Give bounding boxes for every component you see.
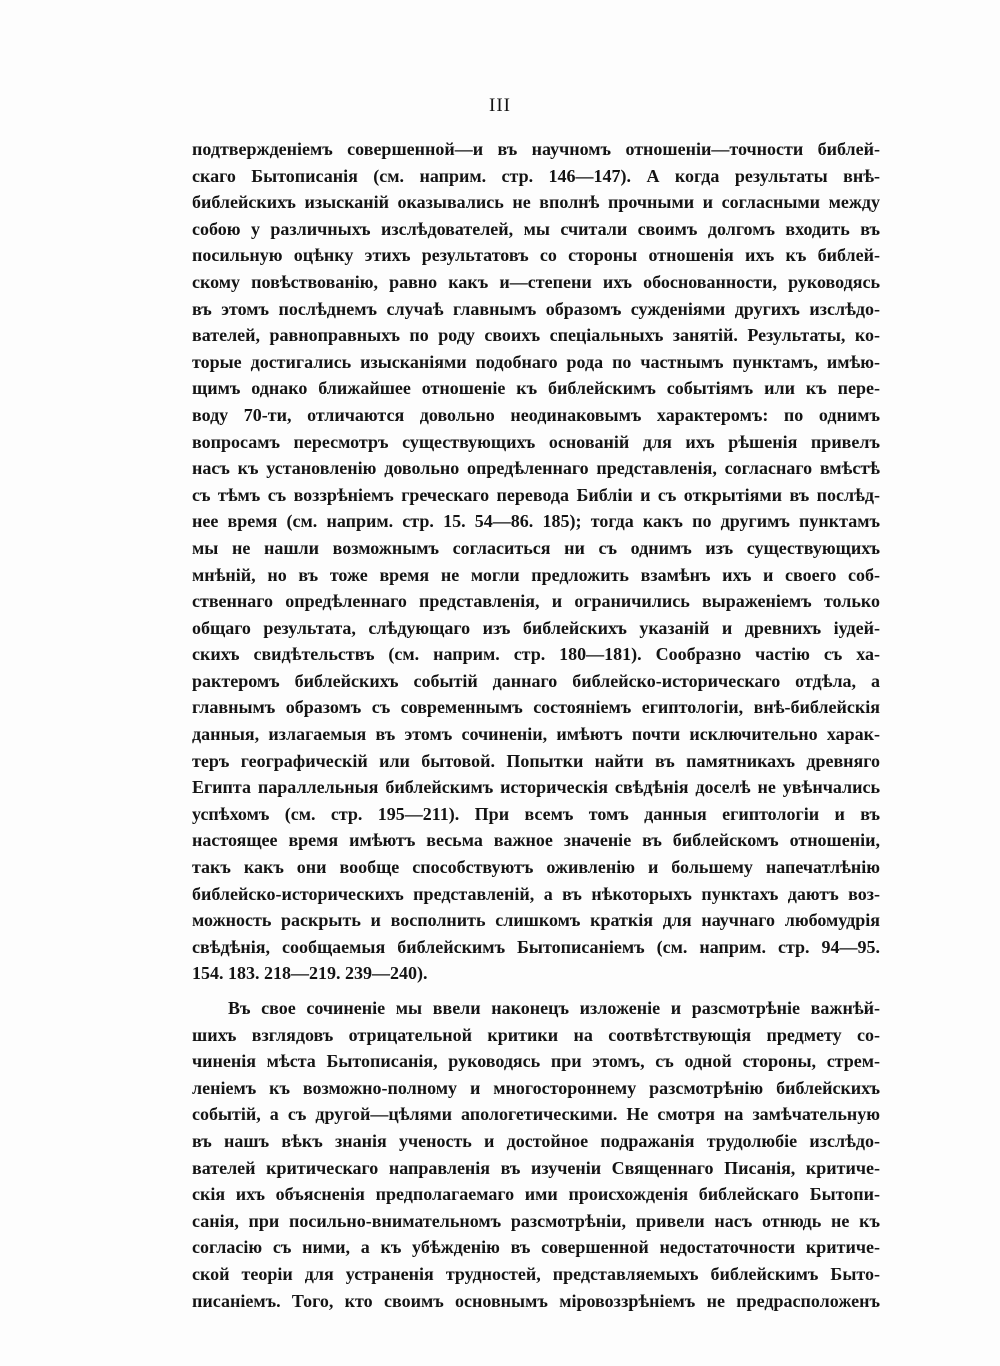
text-line: скаго Бытописанія (см. наприм. стр. 146—147). А когда результаты внѣ- <box>192 165 880 186</box>
text-line: главнымъ образомъ съ современнымъ состояніемъ египтологіи, внѣ-библейскія <box>192 697 880 718</box>
text-line: Въ свое сочиненіе мы ввели наконецъ изложеніе и разсмотрѣніе важнѣй- <box>228 998 880 1018</box>
text-line: щимъ однако ближайшее отношеніе къ библейскимъ событіямъ или къ пере- <box>192 378 880 399</box>
text-line: леніемъ къ возможно-полному и многостороннему разсмотрѣнію библейскихъ <box>192 1077 880 1098</box>
body-text <box>192 136 880 1314</box>
text-line: скому повѣствованію, равно какъ и—степени ихъ обоснованности, руководясь <box>192 271 880 292</box>
text-line: согласію съ ними, а къ убѣжденію въ совершенной недостаточности критиче- <box>192 1237 880 1258</box>
text-line: вателей, равноправныхъ по роду своихъ спеціальныхъ занятій. Результаты, ко- <box>192 325 880 346</box>
text-line: вопросамъ пересмотръ существующихъ основаній для ихъ рѣшенія привелъ <box>192 431 880 452</box>
text-line: посильную оцѣнку этихъ результатовъ со стороны отношенія ихъ къ библей- <box>192 245 880 266</box>
text-line: мнѣній, но въ тоже время не могли предложить взамѣнъ ихъ и своего соб- <box>192 564 880 585</box>
text-line: библейскихъ изысканій оказывались не вполнѣ прочными и согласными между <box>192 192 880 213</box>
text-line: можность раскрыть и восполнить слишкомъ краткія для научнаго любомудрія <box>192 910 880 931</box>
text-line: вателей критическаго направленія въ изученіи Священнаго Писанія, критиче- <box>192 1157 880 1178</box>
paragraph-1 <box>192 136 880 987</box>
text-line: общаго результата, слѣдующаго изъ библейскихъ указаній и древнихъ іудей- <box>192 617 880 638</box>
text-line: въ этомъ послѣднемъ случаѣ главнымъ образомъ сужденіями другихъ изслѣдо- <box>192 298 880 319</box>
text-line: успѣхомъ (см. стр. 195—211). При всемъ томъ данныя египтологіи и въ <box>192 803 880 824</box>
text-line: Египта параллельныя библейскимъ историческія свѣдѣнія доселѣ не увѣнчались <box>192 777 880 798</box>
text-line: событій, а съ другой—цѣлями апологетическими. Не смотря на замѣчательную <box>192 1104 880 1125</box>
paragraph-gap <box>192 987 880 995</box>
text-line: ской теоріи для устраненія трудностей, представляемыхъ библейскимъ Быто- <box>192 1263 880 1284</box>
text-line: нее время (см. наприм. стр. 15. 54—86. 185); тогда какъ по другимъ пунктамъ <box>192 511 880 532</box>
text-line: санія, при посильно-внимательномъ разсмотрѣніи, привели насъ отнюдь не къ <box>192 1210 880 1231</box>
text-line: чиненія мѣста Бытописанія, руководясь при этомъ, съ одной стороны, стрем- <box>192 1051 880 1072</box>
text-line: насъ къ установленію довольно опредѣленнаго представленія, согласнаго вмѣстѣ <box>192 458 880 479</box>
text-line: собою у различныхъ изслѣдователей, мы считали своимъ долгомъ входить въ <box>192 218 880 239</box>
text-line: съ тѣмъ съ воззрѣніемъ греческаго перевода Библіи и съ открытіями въ послѣд- <box>192 484 880 505</box>
paragraph-2 <box>192 995 880 1314</box>
text-line: свѣдѣнія, сообщаемыя библейскимъ Бытописаніемъ (см. наприм. стр. 94—95. <box>192 936 880 957</box>
text-line: библейско-историческихъ представленій, а въ нѣкоторыхъ пунктахъ даютъ воз- <box>192 883 880 904</box>
text-line: въ нашъ вѣкъ знанія ученость и достойное подражанія трудолюбіе изслѣдо- <box>192 1130 880 1151</box>
text-line: писаніемъ. Того, кто своимъ основнымъ міровоззрѣніемъ не предрасположенъ <box>192 1290 880 1311</box>
text-line: воду 70-ти, отличаются довольно неодинаковымъ характеромъ: по однимъ <box>192 404 880 425</box>
text-line: подтвержденіемъ совершенной—и въ научномъ отношеніи—точности библей- <box>192 139 880 159</box>
text-line: 154. 183. 218—219. 239—240). <box>192 963 428 984</box>
text-line: настоящее время имѣютъ весьма важное значеніе въ библейскомъ отношеніи, <box>192 830 880 851</box>
text-line: ственнаго опредѣленнаго представленія, и ограничились выраженіемъ только <box>192 591 880 612</box>
text-line: торые достигались изысканіями подобнаго рода по частнымъ пунктамъ, имѣю- <box>192 351 880 372</box>
text-line: данныя, излагаемыя въ этомъ сочиненіи, имѣютъ почти исключительно харак- <box>192 724 880 745</box>
text-line: шихъ взглядовъ отрицательной критики на соотвѣтствующія предмету со- <box>192 1024 880 1045</box>
page-number: III <box>489 95 511 116</box>
text-line: такъ какъ они вообще способствуютъ оживленію и большему напечатлѣнію <box>192 857 880 878</box>
text-line: рактеромъ библейскихъ событій даннаго библейско-историческаго отдѣла, а <box>192 670 880 691</box>
text-line: скія ихъ объясненія предполагаемаго ими происхожденія библейскаго Бытопи- <box>192 1184 880 1205</box>
text-line: скихъ свидѣтельствъ (см. наприм. стр. 180—181). Сообразно частію съ ха- <box>192 644 880 665</box>
text-line: теръ географическій или бытовой. Попытки найти въ памятникахъ древняго <box>192 750 880 771</box>
text-line: мы не нашли возможнымъ согласиться ни съ однимъ изъ существующихъ <box>192 537 880 558</box>
